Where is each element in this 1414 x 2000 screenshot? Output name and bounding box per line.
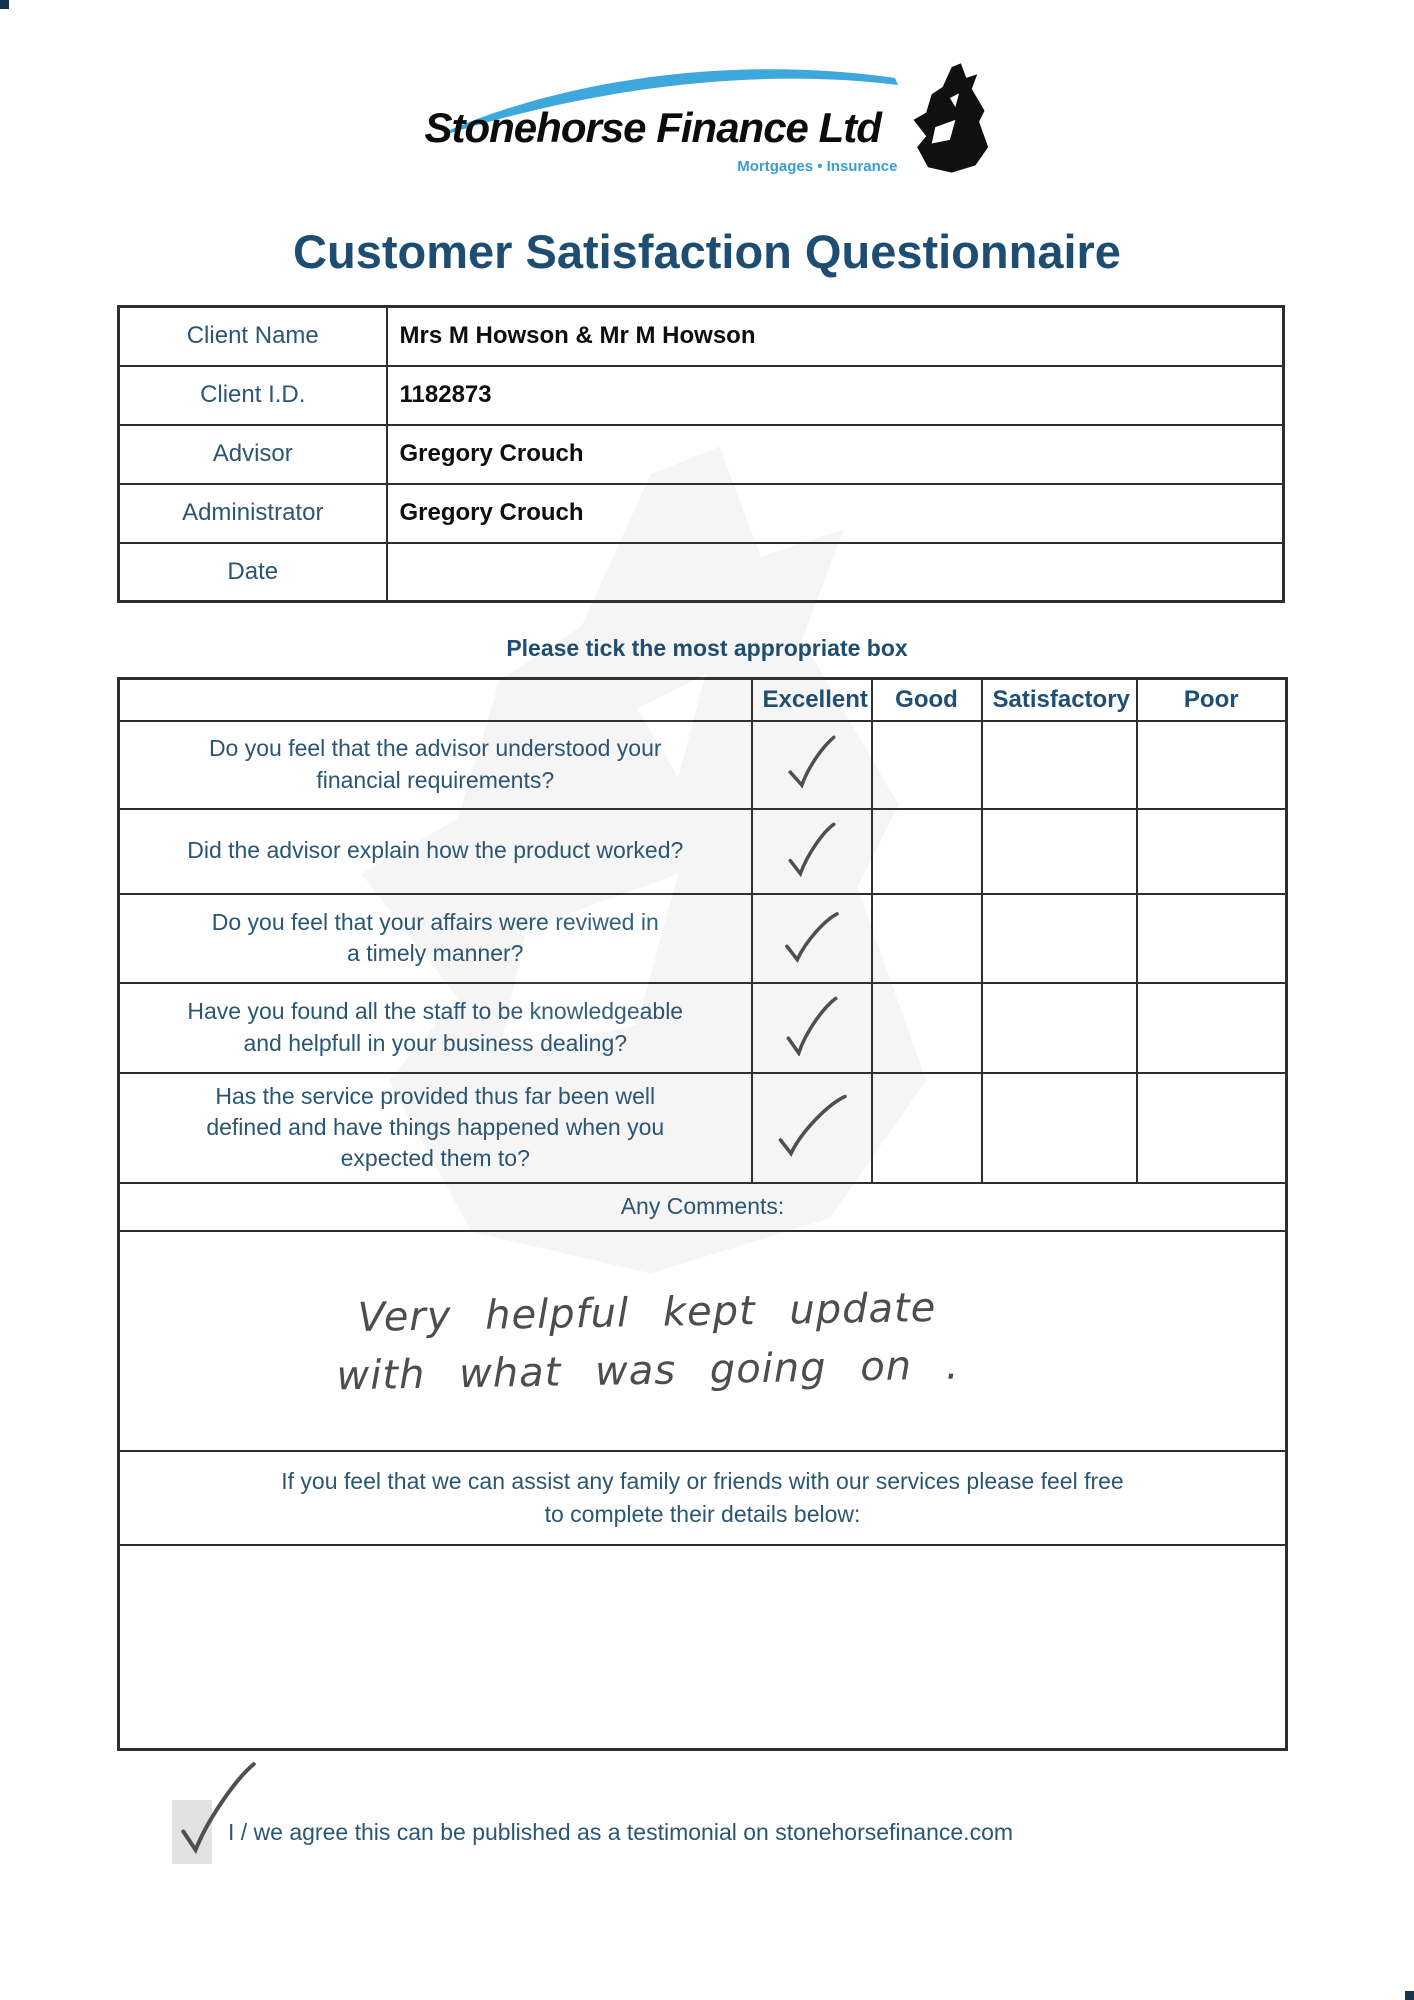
comments-label: Any Comments: [119, 1183, 1287, 1231]
answer-cell-excellent[interactable] [752, 1073, 872, 1183]
handwritten-comment-line2: with what was going on . [336, 1342, 960, 1399]
horse-head-icon [908, 62, 990, 174]
answer-cell-satisfactory[interactable] [982, 983, 1137, 1073]
column-header-excellent: Excellent [752, 679, 872, 721]
referral-prompt-row [119, 1451, 1287, 1545]
column-header-good: Good [872, 679, 982, 721]
tick-mark [174, 1758, 260, 1856]
tick-mark [784, 733, 840, 791]
column-header-satisfactory: Satisfactory [982, 679, 1137, 721]
comments-box[interactable] [119, 1231, 1287, 1451]
answer-cell-satisfactory[interactable] [982, 894, 1137, 983]
answer-cell-satisfactory[interactable] [982, 721, 1137, 809]
date-label: Date [119, 543, 387, 602]
handwritten-comment [129, 1273, 1276, 1409]
client-name-row [119, 307, 1284, 366]
client-name-value: Mrs M Howson & Mr M Howson [387, 307, 1284, 366]
question-text: Did the advisor explain how the product worked? [119, 809, 752, 894]
referral-details-box[interactable] [119, 1545, 1287, 1750]
answer-cell-good[interactable] [872, 721, 982, 809]
question-row [119, 983, 1287, 1073]
tick-instruction: Please tick the most appropriate box [506, 635, 908, 661]
company-logo [425, 52, 990, 184]
question-text: Has the service provided thus far been well defined and have things happened when you expected them to? [119, 1073, 752, 1183]
question-column-header [119, 679, 752, 721]
comments-label-row [119, 1183, 1287, 1231]
answer-cell-satisfactory[interactable] [982, 809, 1137, 894]
client-id-label: Client I.D. [119, 366, 387, 425]
rating-header-row [119, 679, 1287, 721]
company-name: Stonehorse Finance Ltd [424, 104, 881, 151]
answer-cell-satisfactory[interactable] [982, 1073, 1137, 1183]
tick-mark [774, 1092, 850, 1158]
question-text: Do you feel that the advisor understood your financial requirements? [119, 721, 752, 809]
advisor-value: Gregory Crouch [387, 425, 1284, 484]
comments-box-row [119, 1231, 1287, 1451]
answer-cell-good[interactable] [872, 983, 982, 1073]
tick-mark [784, 820, 840, 878]
client-info-table [117, 305, 1285, 603]
tick-mark [783, 994, 841, 1056]
question-row [119, 721, 1287, 809]
corner-registration-mark [0, 0, 9, 9]
column-header-poor: Poor [1137, 679, 1287, 721]
date-value[interactable] [387, 543, 1284, 602]
answer-cell-good[interactable] [872, 1073, 982, 1183]
question-row [119, 894, 1287, 983]
answer-cell-poor[interactable] [1137, 809, 1287, 894]
question-row [119, 1073, 1287, 1183]
answer-cell-excellent[interactable] [752, 809, 872, 894]
administrator-value: Gregory Crouch [387, 484, 1284, 543]
client-id-row [119, 366, 1284, 425]
answer-cell-poor[interactable] [1137, 894, 1287, 983]
consent-label: I / we agree this can be published as a testimonial on stonehorsefinance.com [228, 1818, 1014, 1845]
advisor-label: Advisor [119, 425, 387, 484]
company-tagline: Mortgages • Insurance [737, 158, 898, 175]
referral-details-row [119, 1545, 1287, 1750]
question-text: Do you feel that your affairs were reviwed in a timely manner? [119, 894, 752, 983]
answer-cell-poor[interactable] [1137, 721, 1287, 809]
tick-mark [781, 908, 843, 964]
consent-checkbox[interactable] [172, 1800, 212, 1864]
page-title: Customer Satisfaction Questionnaire [293, 225, 1121, 278]
administrator-row [119, 484, 1284, 543]
corner-registration-mark [1405, 1991, 1414, 2000]
answer-cell-excellent[interactable] [752, 894, 872, 983]
referral-prompt: If you feel that we can assist any family or friends with our services please feel free to complete their details below: [119, 1451, 1287, 1545]
answer-cell-good[interactable] [872, 894, 982, 983]
client-name-label: Client Name [119, 307, 387, 366]
testimonial-consent [172, 1787, 1414, 1877]
administrator-label: Administrator [119, 484, 387, 543]
answer-cell-poor[interactable] [1137, 1073, 1287, 1183]
question-row [119, 809, 1287, 894]
client-id-value: 1182873 [387, 366, 1284, 425]
answer-cell-excellent[interactable] [752, 983, 872, 1073]
date-row [119, 543, 1284, 602]
satisfaction-table [117, 677, 1288, 1751]
answer-cell-excellent[interactable] [752, 721, 872, 809]
handwritten-comment-line1: Very helpful kept update [357, 1284, 937, 1341]
answer-cell-poor[interactable] [1137, 983, 1287, 1073]
advisor-row [119, 425, 1284, 484]
question-text: Have you found all the staff to be knowledgeable and helpfull in your business dealing? [119, 983, 752, 1073]
answer-cell-good[interactable] [872, 809, 982, 894]
